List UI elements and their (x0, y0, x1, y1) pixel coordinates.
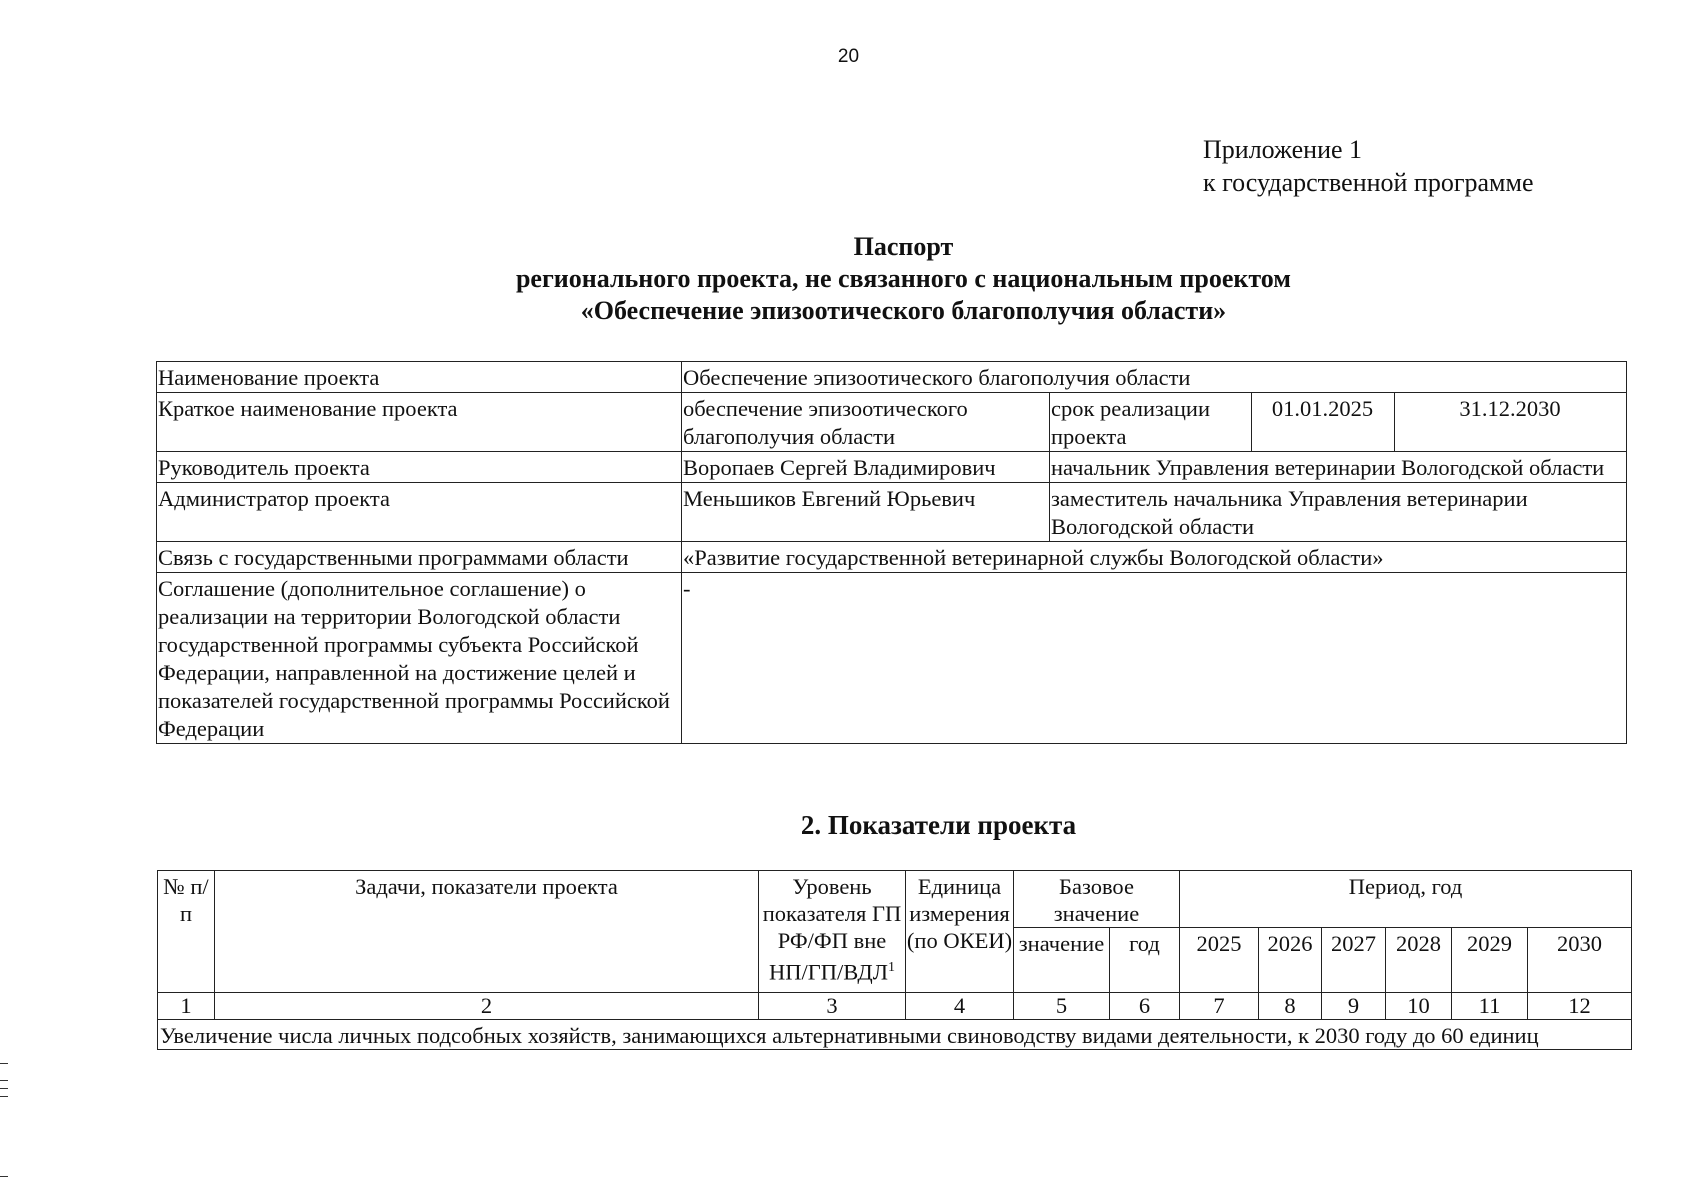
header-year-2027: 2027 (1322, 928, 1386, 993)
page-number: 20 (837, 46, 860, 67)
column-number: 2 (215, 993, 759, 1020)
header-tasks: Задачи, показатели проекта (215, 871, 759, 993)
short-name-value: обеспечение эпизоотического благополучия области (682, 393, 1050, 452)
passport-row-admin (157, 483, 1627, 542)
column-numbers-row (158, 993, 1632, 1020)
leader-name: Воропаев Сергей Владимирович (682, 452, 1050, 483)
header-year-2028: 2028 (1386, 928, 1452, 993)
column-number: 7 (1180, 993, 1259, 1020)
admin-position: заместитель начальника Управления ветеринарии Вологодской области (1050, 483, 1627, 542)
header-period: Период, год (1180, 871, 1632, 928)
title-line-2: регионального проекта, не связанного с национальным проектом (515, 264, 1292, 293)
indicators-header-row-1 (158, 871, 1632, 928)
margin-mark (0, 1088, 8, 1089)
period-start: 01.01.2025 (1252, 393, 1395, 452)
header-num: № п/п (158, 871, 215, 993)
passport-row-programs (157, 542, 1627, 573)
task-text: Увеличение числа личных подсобных хозяйств, занимающихся альтернативными свиноводству видами деятельности, к 2030 году до 60 единиц (158, 1020, 1632, 1050)
passport-table (156, 361, 1627, 744)
header-base-year: год (1110, 928, 1180, 993)
indicators-table (157, 870, 1632, 1050)
title-line-3: «Обеспечение эпизоотического благополучия области» (580, 296, 1227, 325)
title-line-1: Паспорт (853, 232, 954, 261)
column-number: 10 (1386, 993, 1452, 1020)
leader-label: Руководитель проекта (157, 452, 682, 483)
project-name-value: Обеспечение эпизоотического благополучия области (682, 362, 1627, 393)
column-number: 6 (1110, 993, 1180, 1020)
header-year-2029: 2029 (1452, 928, 1528, 993)
agreement-label: Соглашение (дополнительное соглашение) о реализации на территории Вологодской области государственной программы субъекта Российской Федерации, направленной на достижение целей и показателей государственной программы Российской Федерации (157, 573, 682, 744)
admin-name: Меньшиков Евгений Юрьевич (682, 483, 1050, 542)
header-year-2025: 2025 (1180, 928, 1259, 993)
margin-mark (0, 1096, 8, 1097)
margin-mark (0, 1080, 8, 1081)
appendix-line-2: к государственной программе (1203, 168, 1534, 197)
column-number: 8 (1259, 993, 1322, 1020)
column-number: 3 (759, 993, 906, 1020)
header-base: Базовое значение (1014, 871, 1180, 928)
short-name-label: Краткое наименование проекта (157, 393, 682, 452)
document-title (0, 231, 1697, 327)
period-label: срок реализации проекта (1050, 393, 1252, 452)
leader-position: начальник Управления ветеринарии Вологодской области (1050, 452, 1627, 483)
margin-mark (0, 1063, 8, 1064)
header-level-footnote: 1 (888, 960, 895, 975)
project-name-label: Наименование проекта (157, 362, 682, 393)
programs-value: «Развитие государственной ветеринарной службы Вологодской области» (682, 542, 1627, 573)
passport-row-name (157, 362, 1627, 393)
column-number: 1 (158, 993, 215, 1020)
appendix-note (1203, 133, 1534, 199)
header-year-2030: 2030 (1528, 928, 1632, 993)
programs-label: Связь с государственными программами области (157, 542, 682, 573)
column-number: 4 (906, 993, 1014, 1020)
column-number: 12 (1528, 993, 1632, 1020)
header-unit: Единица измерения (по ОКЕИ) (906, 871, 1014, 993)
admin-label: Администратор проекта (157, 483, 682, 542)
passport-row-agreement (157, 573, 1627, 744)
agreement-value: - (682, 573, 1627, 744)
period-end: 31.12.2030 (1395, 393, 1627, 452)
margin-mark (0, 1176, 8, 1177)
header-level-text: Уровень показателя ГП РФ/ФП вне НП/ГП/ВДЛ (762, 874, 902, 985)
header-base-value: значение (1014, 928, 1110, 993)
column-number: 9 (1322, 993, 1386, 1020)
header-level (759, 871, 906, 993)
passport-row-short-name (157, 393, 1627, 452)
column-number: 5 (1014, 993, 1110, 1020)
column-number: 11 (1452, 993, 1528, 1020)
passport-row-leader (157, 452, 1627, 483)
appendix-line-1: Приложение 1 (1203, 135, 1363, 164)
task-row (158, 1020, 1632, 1050)
header-year-2026: 2026 (1259, 928, 1322, 993)
section-2-title: 2. Показатели проекта (800, 810, 1077, 840)
